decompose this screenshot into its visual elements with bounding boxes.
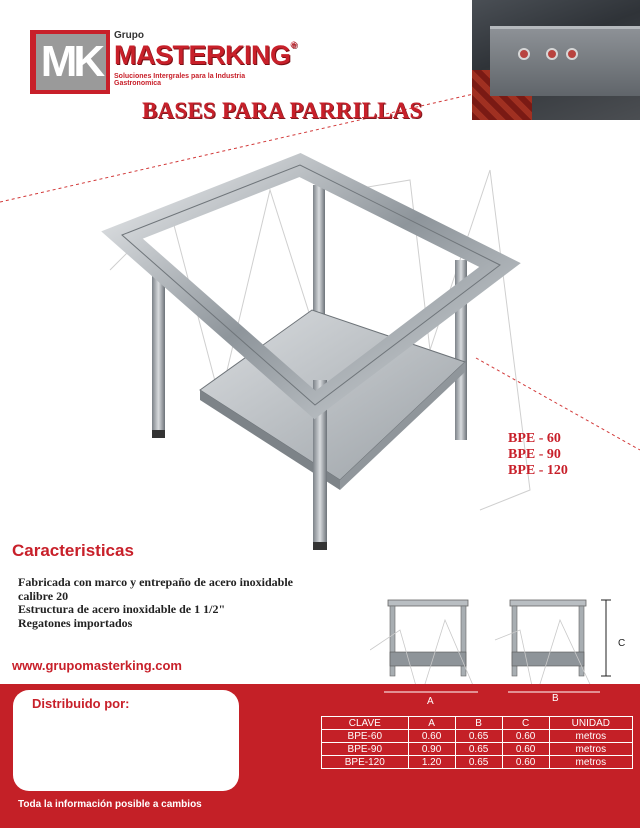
feature-item: Fabricada con marco y entrepaño de acero inoxidable bbox=[18, 575, 293, 589]
table-cell: BPE-60 bbox=[322, 730, 409, 743]
table-cell: metros bbox=[549, 756, 632, 769]
model-code: BPE - 120 bbox=[508, 463, 568, 478]
feature-item: calibre 20 bbox=[18, 588, 69, 603]
table-cell: metros bbox=[549, 730, 632, 743]
table-cell: 0.65 bbox=[455, 743, 502, 756]
feature-item: Estructura de acero inoxidable de 1 1/2" bbox=[18, 602, 226, 616]
leg-cap bbox=[152, 430, 165, 438]
diagram-front-view bbox=[382, 600, 478, 692]
logo-name-text: MASTERKING bbox=[114, 40, 291, 70]
table-cell: 0.65 bbox=[455, 756, 502, 769]
logo-name bbox=[114, 40, 297, 71]
table-cell: BPE-90 bbox=[322, 743, 409, 756]
dimensions-table bbox=[321, 716, 633, 769]
table-row bbox=[322, 743, 633, 756]
feature-item: Regatones importados bbox=[18, 615, 133, 630]
table-cell: 0.60 bbox=[408, 730, 455, 743]
diagram-side-view bbox=[510, 600, 611, 676]
table-row bbox=[322, 756, 633, 769]
features-list bbox=[18, 576, 358, 630]
registered-mark: ® bbox=[290, 40, 297, 50]
photo-knob bbox=[546, 48, 558, 60]
front-leg bbox=[152, 260, 165, 435]
table-cell: 0.90 bbox=[408, 743, 455, 756]
features-title: Caracteristicas bbox=[12, 541, 134, 560]
table-row bbox=[322, 730, 633, 743]
leg-cap bbox=[313, 542, 327, 550]
table-cell: 1.20 bbox=[408, 756, 455, 769]
distributor-label: Distribuido por: bbox=[32, 696, 130, 711]
table-header-cell: C bbox=[502, 717, 549, 730]
table-header-cell: A bbox=[408, 717, 455, 730]
table-header-cell: B bbox=[455, 717, 502, 730]
photo-knob bbox=[566, 48, 578, 60]
table-cell: 0.60 bbox=[502, 743, 549, 756]
disclaimer: Toda la información posible a cambios bbox=[18, 799, 202, 810]
logo-tagline: Soluciones Intergrales para la Industria Gastronomica bbox=[114, 73, 246, 87]
dimension-label-b: B bbox=[552, 693, 559, 704]
table-cell: 0.65 bbox=[455, 730, 502, 743]
model-codes bbox=[508, 431, 568, 479]
table-header-cell: CLAVE bbox=[322, 717, 409, 730]
table-cell: 0.60 bbox=[502, 730, 549, 743]
photo-knob bbox=[518, 48, 530, 60]
dimension-label-c: C bbox=[618, 638, 626, 649]
table-cell: metros bbox=[549, 743, 632, 756]
logo-mark: MK bbox=[36, 34, 106, 90]
table-cell: BPE-120 bbox=[322, 756, 409, 769]
page-title: BASES PARA PARRILLAS bbox=[142, 98, 423, 123]
dimension-arrows bbox=[370, 684, 640, 714]
model-code: BPE - 90 bbox=[508, 447, 561, 462]
website-link[interactable]: www.grupomasterking.com bbox=[12, 658, 182, 673]
table-cell: 0.60 bbox=[502, 756, 549, 769]
table-header-row bbox=[322, 717, 633, 730]
logo-grupo-text: Grupo bbox=[114, 30, 144, 41]
photo-grill-panel bbox=[490, 26, 640, 96]
model-code: BPE - 60 bbox=[508, 431, 561, 446]
grill-photo bbox=[472, 0, 640, 120]
product-illustration bbox=[100, 150, 560, 560]
table-header-cell: UNIDAD bbox=[549, 717, 632, 730]
company-logo bbox=[14, 20, 297, 104]
dimension-label-a: A bbox=[427, 696, 434, 707]
